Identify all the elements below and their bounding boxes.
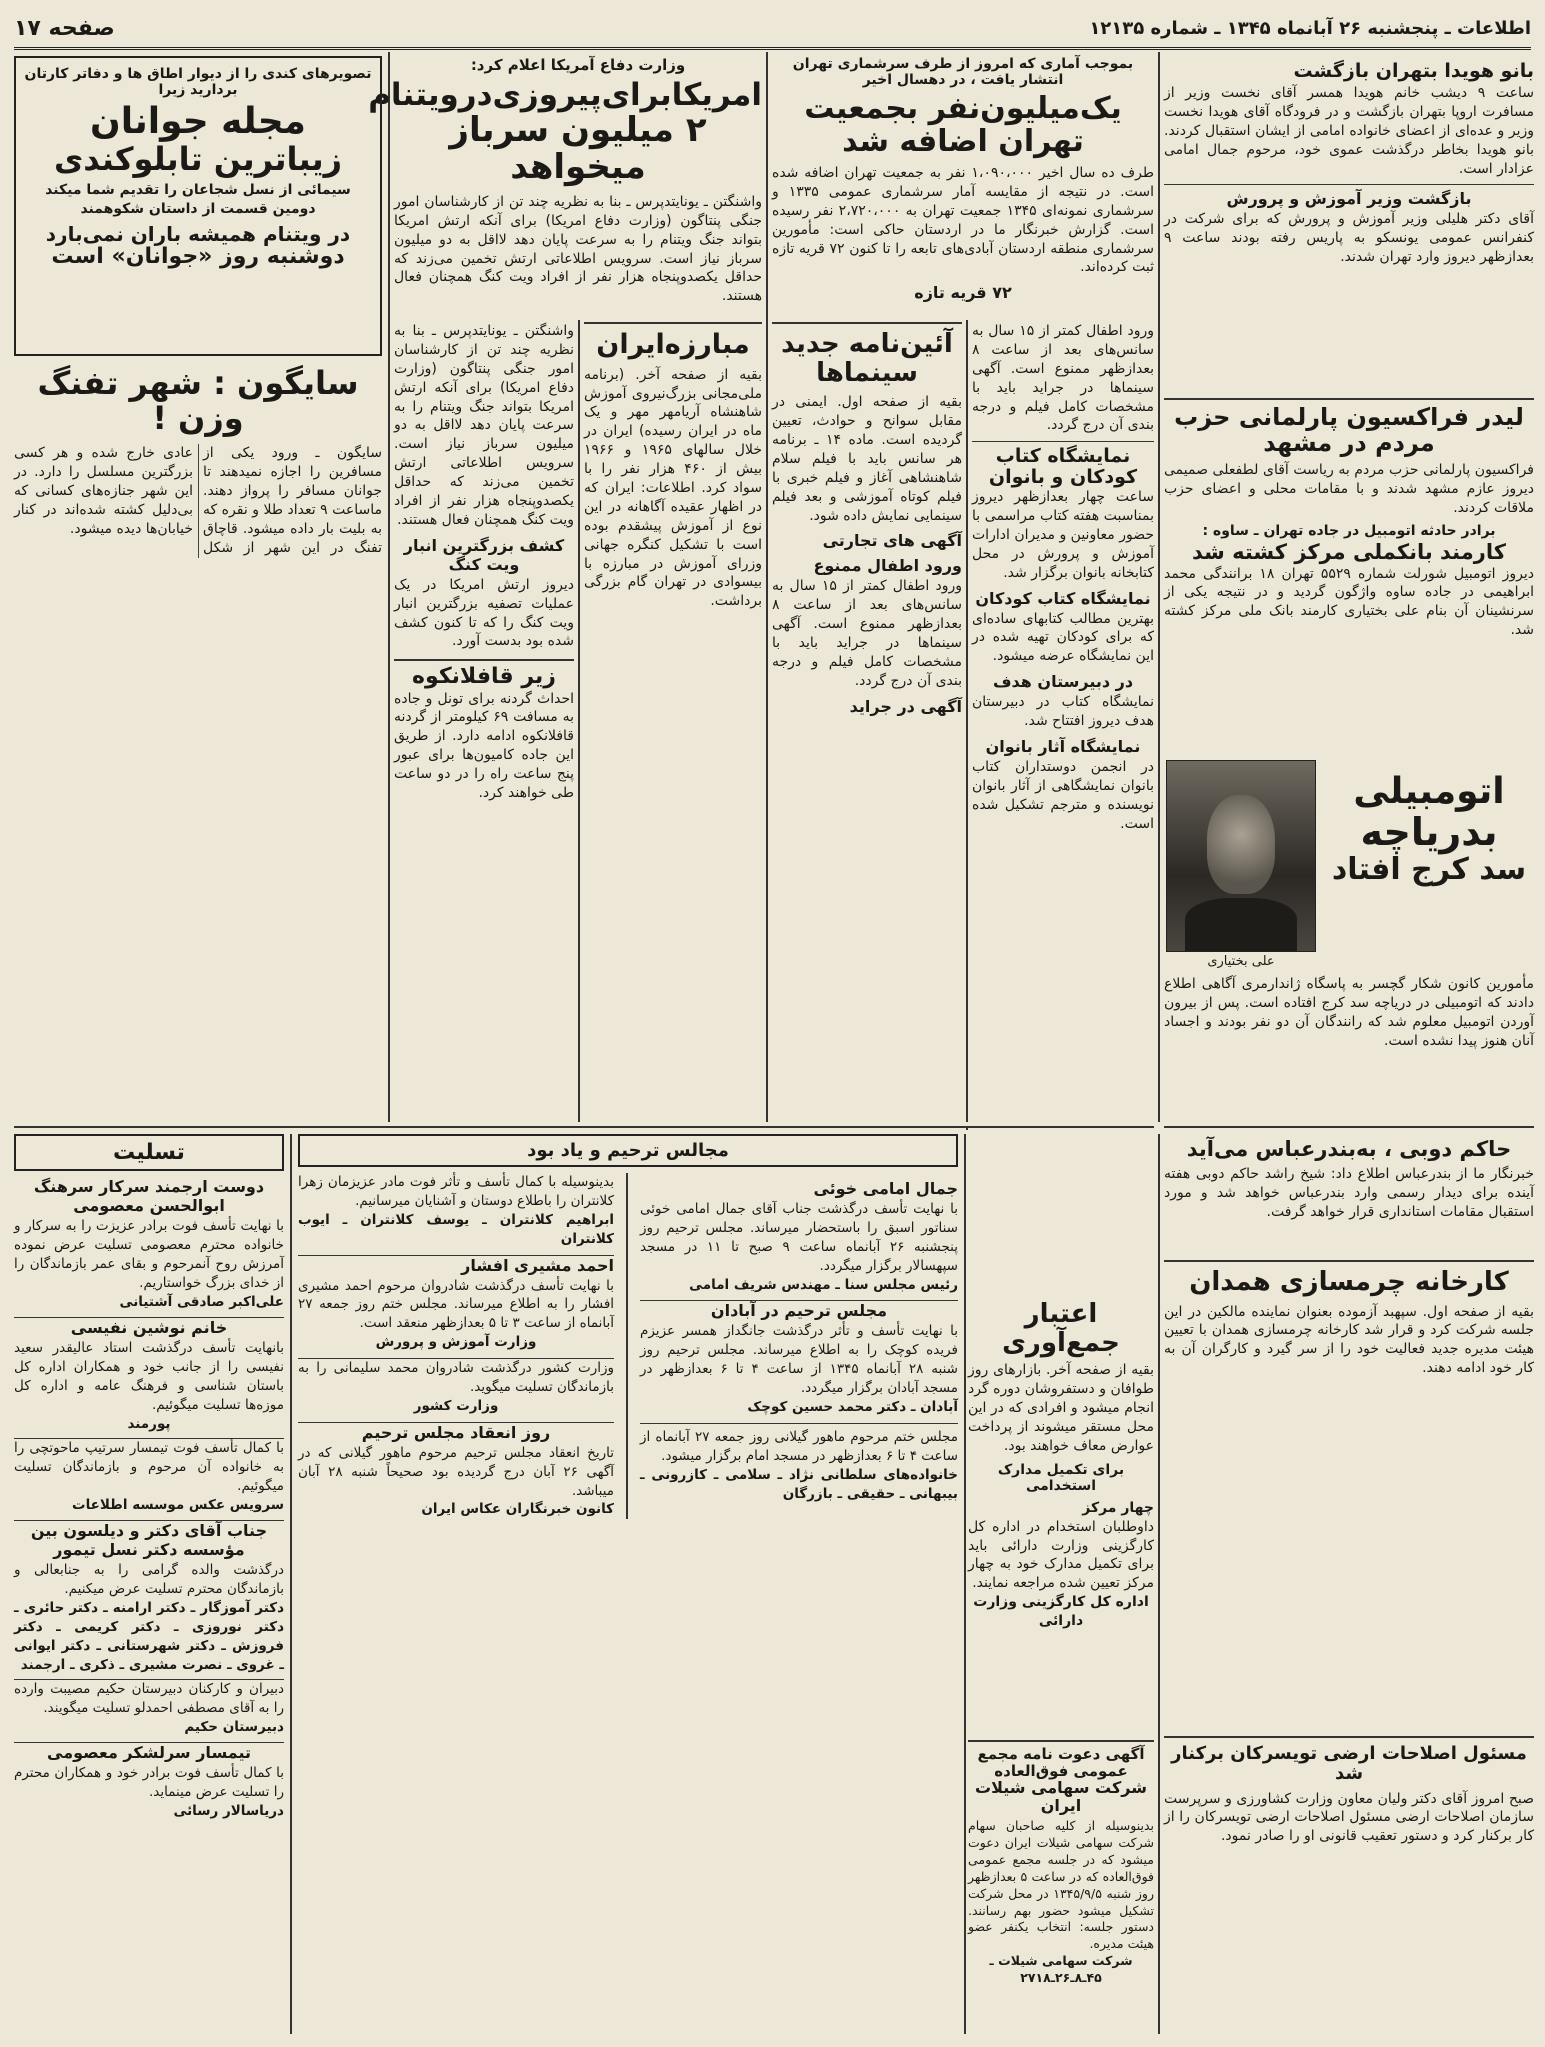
party-text: فراکسیون پارلمانی حزب مردم به ریاست آقای لطفعلی صمیمی دیروز عازم مشهد شدند و با مقامات محلی و اعضای حزب ملاقات کردند.: [1164, 461, 1534, 516]
hakem-text: خبرنگار ما از بندرعباس اطلاع داد: شیخ راشد حاکم دوبی هفته آینده برای دیدار رسمی وارد بندرعباس خواهد شد و مورد استقبال مقامات استانداری قرار خواهد گرفت.: [1164, 1166, 1534, 1220]
column-rule: [1158, 1134, 1160, 2034]
census-text: طرف ده سال اخیر ۱،۰۹۰،۰۰۰ نفر به جمعیت تهران اضافه شده است. در نتیجه از مقایسه آمار سرشماری عمومی ۱۳۳۵ و سرشماری نمونه‌ای ۱۳۴۵ جمعیت تهران به ۲،۷۲۰،۰۰۰ نفر رسیده است. گزارش خبرنگار ما در اردستان حاکی است: مأمورین سرشماری منطقه اردستان آبادی‌های تابعه را تا کنون ۷۲ قریه تازه ثبت کرده‌اند.: [772, 165, 1155, 276]
memorial-text-5: وزارت کشور درگذشت شادروان محمد سلیمانی را به بازماندگان تسلیت میگوید.: [298, 1360, 615, 1396]
memorials-col-left: [298, 1173, 614, 1519]
jawanan-vietnam-title: در ویتنام همیشه باران نمی‌بارد: [45, 221, 351, 246]
saigon-text: سایگون ـ ورود یکی از مسافرین را اجازه نمیدهند تا جوانان مسافر را پرواز دهند. ماساعت ۹ تعداد طلا و نقره که به بلیت بار داده میشود. قاچاق تفنگ در این شهر از شکل عادی خارج شده و هر کسی بزرگترین مسلسل را دارد. در این شهر جنازه‌های کسانی که بی‌دلیل کشته شده‌اند در کنار خیابان‌ها دیده میشود.: [14, 445, 383, 556]
memorial-sign-7: کانون خبرنگاران عکاس ایران: [421, 1501, 615, 1518]
memorial-sign-3: ابراهیم کلانتران ـ یوسف کلانتران ـ ایوب کلانتران: [298, 1211, 615, 1247]
mobareze-article: [584, 322, 762, 1102]
credit-headline: اعتبار جمع‌آوری: [1002, 1299, 1120, 1358]
karaj-article: [1164, 760, 1534, 1120]
bank-employee-text: دیروز اتومبیل شورلت شماره ۵۵۲۹ تهران ۱۸ برانندگی محمد ابراهیمی در جاده ساوه واژگون گردید و در نتیجه یکی از سرنشینان آن بنام علی بختیاری کارمند بانک ملی مرکز کشته شد.: [1164, 565, 1534, 639]
shilat-text: بدینوسیله از کلیه صاحبان سهام شرکت سهامی شیلات ایران دعوت میشود که در جلسه مجمع عمومی فوق‌العاده که در ساعت ۵ بعدازظهر روز شنبه ۱۳۴۵/۹/۵ در محل شرکت تشکیل میشود حضور بهم رسانند. دستور جلسه: انتخاب یکنفر عضو هیئت مدیره.: [968, 1818, 1154, 1952]
memorial-sign-5: وزارت کشور: [413, 1397, 499, 1414]
jawanan-kicker: تصویرهای کندی را از دیوار اطاق ها و دفاتر کارتان بردارید زیرا: [24, 66, 372, 98]
vietnam-continued: [394, 322, 574, 1102]
condolence-head-2: خانم نوشین نفیسی: [14, 1317, 284, 1337]
jawanan-text: سیمائی از نسل شجاعان را تقدیم شما میکند دومین قسمت از داستان شکوهمند: [45, 181, 351, 217]
column-rule: [966, 320, 968, 1122]
condolence-title: تسلیت: [14, 1134, 284, 1171]
memorials-title: مجالس ترحیم و یاد بود: [298, 1134, 958, 1167]
memorial-head-1: جمال امامی خوئی: [813, 1179, 958, 1198]
karaj-headline-1: اتومبیلی: [1353, 771, 1505, 812]
census-article: [772, 54, 1154, 316]
census-kicker: بموجب آماری که امروز از طرف سرشماری تهران انتشار یافت ، در دهسال اخیر: [792, 56, 1134, 88]
exhibit-headline-4: نمایشگاه آثار بانوان: [985, 737, 1141, 757]
memorial-text-4: با نهایت تأسف درگذشت شادروان مرحوم احمد مشیری افشار را به اطلاع میرساند. مجلس ختم روز جمعه ۲۷ آبانماه از ساعت ۳ تا ۵ بعدازظهر منعقد است.: [298, 1277, 615, 1332]
memorial-text-7: تاریخ انعقاد مجلس ترحیم مرحوم ماهور گیلانی که در آگهی ۲۶ آبان درج گردیده بود صحیحاً شنبه ۲۸ آبان میباشد.: [298, 1444, 615, 1499]
bank-employee-headline: کارمند بانکملی مرکز کشته شد: [1192, 540, 1506, 565]
condolence-text-2: بانهایت تأسف درگذشت استاد عالیقدر سعید نفیسی را از جانب خود و همکاران اداره کل باستان شناسی و فرهنگ عامه و اداره کل موزه‌ها تسلیت میگوئیم.: [14, 1340, 284, 1414]
memorial-head-4: احمد مشیری افشار: [298, 1255, 614, 1275]
column-rule: [1158, 52, 1160, 1122]
land-reform-text: صبح امروز آقای دکتر ولیان معاون وزارت کشاورزی و سرپرست سازمان اصلاحات ارضی مسئول اصلاحات ارضی تویسرکان را از کار برکنار کرد و دستور تعقیب قانونی او را صادر نمود.: [1164, 1790, 1534, 1845]
condolence-text-6: با کمال تأسف فوت برادر خود و همکاران محترم را تسلیت عرض مینماید.: [14, 1765, 284, 1801]
memorial-text-1: با نهایت تأسف درگذشت جناب آقای جمال امامی خوئی سناتور اسبق را باستحضار میرساند. مجلس ترحیم روز پنجشنبه ۲۶ آبانماه ساعت ۹ صبح تا ۱۱ در مسجد سپهسالار برگزار میگردد.: [640, 1201, 959, 1274]
exhibit-text-1: ساعت چهار بعدازظهر دیروز بمناسبت هفته کتاب مراسمی با حضور معاونین و مدیران ادارات آموزش و پرورش در محل کتابخانه بانوان برگزار شد.: [972, 489, 1154, 581]
exhibit-headline-3: در دبیرستان هدف: [992, 672, 1134, 692]
column-rule: [388, 52, 390, 1122]
memorials-section: [298, 1134, 958, 2034]
jawanan-ad: [14, 56, 382, 356]
condolence-column: [14, 1134, 284, 2034]
vietnam-text: واشنگتن ـ یونایتدپرس ـ بنا به نظریه چند تن از کارشناسان امور جنگی پنتاگون (وزارت دفاع امریکا) برای آنکه ارتش امریکا بتواند جنگ ویتنام را به سرعت پایان دهد لااقل به دو میلیون سرباز نیاز است. سرویس اطلاعاتی ارتش تخمین می‌زند که حداقل یکصدوپنجاه هزار نفر از افراد ویت کنگ همچنان فعال هستند.: [394, 193, 762, 305]
column-rule: [964, 1134, 966, 2034]
memorials-col-right: [640, 1173, 958, 1519]
party-headline: لیدر فراکسیون پارلمانی حزب مردم در مشهد: [1174, 403, 1524, 458]
census-headline: یک‌میلیون‌نفر بجمعیت تهران اضافه شد: [804, 91, 1122, 159]
vietnam-headline-1: امریکابرای‌پیروزی‌درویتنام: [368, 77, 762, 113]
condolence-sign-6: دریاسالار رسائی: [173, 1803, 284, 1820]
vietnam-sub-text: دیروز ارتش امریکا در یک عملیات تصفیه بزرگترین انبار ویت کنگ را که تا کنون کشف شده بود بدست آورد.: [394, 576, 574, 650]
column-rule: [578, 320, 580, 1122]
vietnam-sub-headline: کشف بزرگترین انبار ویت کنگ: [403, 535, 565, 574]
land-reform-article: [1164, 1736, 1534, 2034]
masthead-paper-info: اطلاعات ـ پنجشنبه ۲۶ آبانماه ۱۳۴۵ ـ شماره ۱۲۱۳۵: [1089, 18, 1531, 39]
vietnam-kicker: وزارت دفاع آمریکا اعلام کرد:: [470, 56, 686, 74]
exhibit-headline-2: نمایشگاه کتاب کودکان: [975, 588, 1151, 608]
exhibit-text-2: بهترین مطالب کتابهای ساده‌ای که برای کودکان تهیه شده در این نمایشگاه عرضه میشود.: [972, 610, 1154, 665]
hoveyda-headline: بانو هویدا بتهران بازگشت: [1293, 60, 1534, 82]
karaj-text: مأمورین کانون شکار گچسر به پاسگاه ژاندارمری آگاهی اطلاع دادند که اتومبیلی در دریاچه سد کرج افتاده است. پس از بیرون آوردن اتومبیل معلوم شد که رانندگان آن دو نفر بودند و اجساد آنان هنوز پیدا نشده است.: [1164, 976, 1534, 1049]
section-rule: [1164, 1126, 1534, 1128]
condolence-text-4: درگذشت والده گرامی را به جنابعالی و بازماندگان محترم تسلیت عرض میکنیم.: [14, 1562, 284, 1598]
credit-sign: اداره کل کارگزینی وزارت دارائی: [973, 1594, 1149, 1630]
memorial-head-2: مجلس ترحیم در آبادان: [640, 1300, 958, 1320]
column-rule: [766, 52, 768, 1122]
hoveyda-article: [1164, 54, 1534, 324]
memorial-sign-2: آبادان ـ دکتر محمد حسین کوچک: [747, 1399, 958, 1416]
cinema-sub-ads: آگهی های تجارتی: [822, 531, 962, 551]
shilat-sign: شرکت سهامی شیلات ـ ۴۵ـ۸ـ۲۶ـ۲۷۱۸: [989, 1953, 1133, 1986]
column-rule: [290, 1134, 292, 2034]
karaj-headline-3: سد کرج افتاد: [1331, 852, 1527, 888]
credit-sub-1: برای تکمیل مدارک استخدامی: [997, 1461, 1125, 1494]
exhibitions-column: [972, 322, 1154, 1102]
hakem-article: [1164, 1134, 1534, 1254]
portrait-photo: [1166, 760, 1316, 952]
photo-caption: علی بختیاری: [1207, 954, 1275, 969]
minister-return-text: آقای دکتر هلیلی وزیر آموزش و پرورش که برای شرکت در کنفرانس عمومی یونسکو به پاریس رفته بودند ساعت ۹ بعدازظهر دیروز وارد تهران شدند.: [1164, 211, 1534, 266]
saigon-article: [14, 362, 382, 1120]
memorial-text-3: بدینوسیله با کمال تأسف و تأثر فوت مادر عزیزمان زهرا کلانتران را باطلاع دوستان و آشنایان میرسانیم.: [298, 1174, 615, 1209]
cinema-article: [772, 322, 962, 1102]
land-reform-headline: مسئول اصلاحات ارضی تویسرکان برکنار شد: [1171, 1743, 1527, 1784]
memorial-sign-4: وزارت آموزش و پرورش: [375, 1334, 537, 1351]
jawanan-monday-title: دوشنبه روز «جوانان» است: [51, 243, 345, 269]
shilat-notice: [968, 1740, 1154, 2034]
credit-sub-2: چهار مرکز: [1082, 1499, 1154, 1516]
jawanan-kennedy-title: زیباترین تابلوکندی: [53, 139, 343, 178]
condolence-sign-5: دبیرستان حکیم: [184, 1718, 284, 1735]
condolence-text-5: دبیران و کارکنان دبیرستان حکیم مصیبت وارده را به آقای مصطفی احمدلو تسلیت میگویند.: [14, 1680, 284, 1716]
condolence-head-6: تیمسار سرلشکر معصومی: [14, 1742, 284, 1762]
cinema-sub-children: ورود اطفال ممنوع: [813, 556, 962, 576]
condolence-head-1: دوست ارجمند سرکار سرهنگ ابوالحسن معصومی: [33, 1177, 265, 1215]
credit-text-2: داوطلبان استخدام در اداره کل کارگزینی وزارت دارائی باید برای تکمیل مدارک خود به چهار مرکز تعیین شده مراجعه نمایند.: [968, 1518, 1154, 1592]
cinema-sub-press: آگهی در جراید: [849, 696, 962, 716]
mobareze-text: بقیه از صفحه آخر. (برنامه ملی‌مجانی بزرگ‌نیروی آموزش شاهنشاه آریامهر مهر و یک ماه در ایران رسیده) ایران در خلال سالهای ۱۹۶۵ و ۱۹۶۶ بیش از ۴۶۰ هزار نفر را با سواد کرد. اطلاعات: ایران که در اظهار عقیده آگاهانه در این نوع از آموزش پیشقدم بوده است با تشکیل کنگره جهانی وزرای آموزش در مبارزه با بیسوادی در تهران گام بزرگی برداشت.: [584, 366, 762, 610]
census-subhead: ۷۲ قریه تازه: [914, 283, 1012, 303]
condolence-text-1: با نهایت تأسف فوت برادر عزیزت را به سرکار و خانواده محترم معصومی تسلیت عرض نموده آمرزش روح آنمرحوم و بقای عمر بازماندگان را از خدای بزرگ خواستاریم.: [14, 1218, 284, 1291]
cinema-text-2: ورود اطفال کمتر از ۱۵ سال به سانس‌های بعد از ساعت ۸ بعدازظهر ممنوع است. آگهی سینماها در جراید باید با مشخصات کامل فیلم و درجه بندی آن درج گردد.: [772, 578, 962, 689]
vietnam-article: [368, 54, 762, 316]
section-rule: [14, 1126, 1154, 1128]
condolence-sign-1: علی‌اکبر صادقی آشتیانی: [119, 1293, 284, 1310]
credit-article: [968, 1296, 1154, 1736]
party-article: [1164, 398, 1534, 639]
condolence-text-3: با کمال تأسف فوت تیمسار سرتیپ ماحوتچی را به خانواده آن مرحوم و بازماندگان تسلیت میگوئیم.: [14, 1439, 284, 1494]
memorial-sign-6: خانواده‌های سلطانی نژاد ـ سلامی ـ کازرونی ـ بیبهانی ـ حقیقی ـ بازرگان: [640, 1466, 958, 1502]
page-number: صفحه ۱۷: [14, 16, 115, 41]
exhibit-text-4: در انجمن دوستداران کتاب بانوان نمایشگاهی از آثار بانوان نویسنده و مترجم تشکیل شده است.: [972, 759, 1154, 832]
vietnam-text-continued: واشنگتن ـ یونایتدپرس ـ بنا به نظریه چند تن از کارشناسان امور جنگی پنتاگون (وزارت دفاع امریکا) برای آنکه ارتش امریکا بتواند جنگ ویتنام را به سرعت پایان دهد لااقل به دو میلیون سرباز نیاز است. سرویس اطلاعاتی ارتش تخمین می‌زند که حداقل یکصدوپنجاه هزار نفر از افراد ویت کنگ همچنان فعال هستند.: [394, 323, 574, 528]
cinema-text: بقیه از صفحه اول. ایمنی در مقابل سوانح و حوادث، تعیین گردیده است. ماده ۱۴ ـ برنامه هر سانس باید با فیلم سلام شاهنشاهی آغاز و فیلم خبری با فیلم کوتاه آموزشی و بعد فیلم سینمایی نمایش داده شود.: [772, 394, 962, 524]
shilat-headline-2: شرکت سهامی شیلات ایران: [975, 1778, 1147, 1815]
shilat-headline-1: آگهی دعوت نامه مجمع عمومی فوق‌العاده: [977, 1745, 1145, 1780]
credit-text: بقیه از صفحه آخر. بازارهای روز طوافان و دستفروشان دوره گرد انجام میشود و افرادی که در این محل مستقر میشوند از پرداخت عوارض معاف خواهند بود.: [968, 1362, 1154, 1454]
memorial-sign-1: رئیس مجلس سنا ـ مهندس شریف امامی: [689, 1276, 958, 1293]
condolence-names-4: دکتر آموزگار ـ دکتر ارامنه ـ دکتر حائری ـ دکتر نوروزی ـ دکتر کریمی ـ دکتر فروزش ـ دکتر شهرستانی ـ دکتر ایوانی ـ غروی ـ نصرت مشیری ـ ذکری ـ ارجمند: [14, 1600, 284, 1673]
condolence-sign-2: پورمند: [127, 1416, 171, 1433]
minister-return-headline: بازگشت وزیر آموزش و پرورش: [1164, 184, 1534, 208]
condolence-head-4: جناب آقای دکتر و دیلسون بین مؤسسه دکتر نسل تیمور: [14, 1520, 284, 1559]
memorial-head-7: روز انعقاد مجلس ترحیم: [298, 1422, 614, 1442]
memorial-text-2: با نهایت تأسف و تأثر درگذشت جانگداز همسر عزیزم فریده کوچک را به اطلاع میرساند. مجلس ترحیم روز شنبه ۲۸ آبانماه ۱۳۴۵ از ساعت ۴ تا ۶ بعدازظهر در مسجد آبادان برگزار میگردد.: [640, 1323, 958, 1397]
karaj-headline-2: بدریاچه: [1360, 809, 1498, 854]
mobareze-headline: مبارزه‌ایران: [596, 329, 750, 360]
cinema-continued-text: ورود اطفال کمتر از ۱۵ سال به سانس‌های بعد از ساعت ۸ بعدازظهر ممنوع است. آگهی سینماها در جراید باید با مشخصات کامل فیلم و درجه بندی آن درج گردد.: [972, 323, 1154, 434]
accident-kicker: برادر حادثه اتومبیل در جاده تهران ـ ساوه :: [1202, 523, 1496, 540]
cinema-headline: آئین‌نامه جدید سینماها: [781, 329, 953, 388]
hakem-headline: حاکم دوبی ، به‌بندرعباس می‌آید: [1186, 1137, 1512, 1161]
leather-headline: کارخانه چرمسازی همدان: [1189, 1267, 1509, 1297]
leather-text: بقیه از صفحه اول. سپهبد آزموده بعنوان نماینده مالکین در این جلسه شرکت کرد و قرار شد کارخانه چرمسازی همدان با تعیین هیئت مدیره جدید فعالیت خود را از سر گیرد و کارگران آن به کار خود ادامه دهند.: [1164, 1303, 1534, 1377]
saigon-headline: سایگون : شهر تفنگ وزن !: [37, 364, 359, 438]
condolence-sign-3: سرویس عکس موسسه اطلاعات: [72, 1496, 284, 1513]
column-rule: [626, 1173, 628, 1519]
qaflankuh-text: احداث گردنه برای تونل و جاده به مسافت ۶۹ کیلومتر از گردنه قافلانکوه ادامه دارد. از طریق این جاده کامیون‌ها برای عبور پنج ساعت راه را در دو ساعت طی خواهند کرد.: [394, 690, 574, 801]
exhibit-headline-1: نمایشگاه کتاب کودکان و بانوان: [972, 441, 1154, 488]
column-rule: [966, 1126, 968, 1130]
memorial-text-6: مجلس ختم مرحوم ماهور گیلانی روز جمعه ۲۷ آبانماه از ساعت ۴ تا ۶ بعدازظهر در مسجد امام برگزار میشود.: [640, 1423, 958, 1466]
vietnam-headline-2: ۲ میلیون سرباز میخواهد: [449, 110, 707, 188]
leather-article: [1164, 1260, 1534, 1730]
exhibit-text-3: نمایشگاه کتاب در دبیرستان هدف دیروز افتتاح شد.: [972, 694, 1154, 730]
masthead: [14, 10, 1531, 50]
jawanan-title: مجله جوانان: [90, 101, 306, 142]
qaflankuh-headline: زیر قافلانکوه: [394, 659, 574, 689]
hoveyda-text: ساعت ۹ دیشب خانم هویدا همسر آقای نخست وزیر از مسافرت اروپا بتهران بازگشت و در فرودگاه آقای هویدا نخست وزیر و عده‌ای از اعضای خانواده امامی از ایشان استقبال کردند. بانو هویدا بخاطر درگذشت عموی خود، مرحوم جمال امامی عزادار است.: [1164, 85, 1535, 177]
